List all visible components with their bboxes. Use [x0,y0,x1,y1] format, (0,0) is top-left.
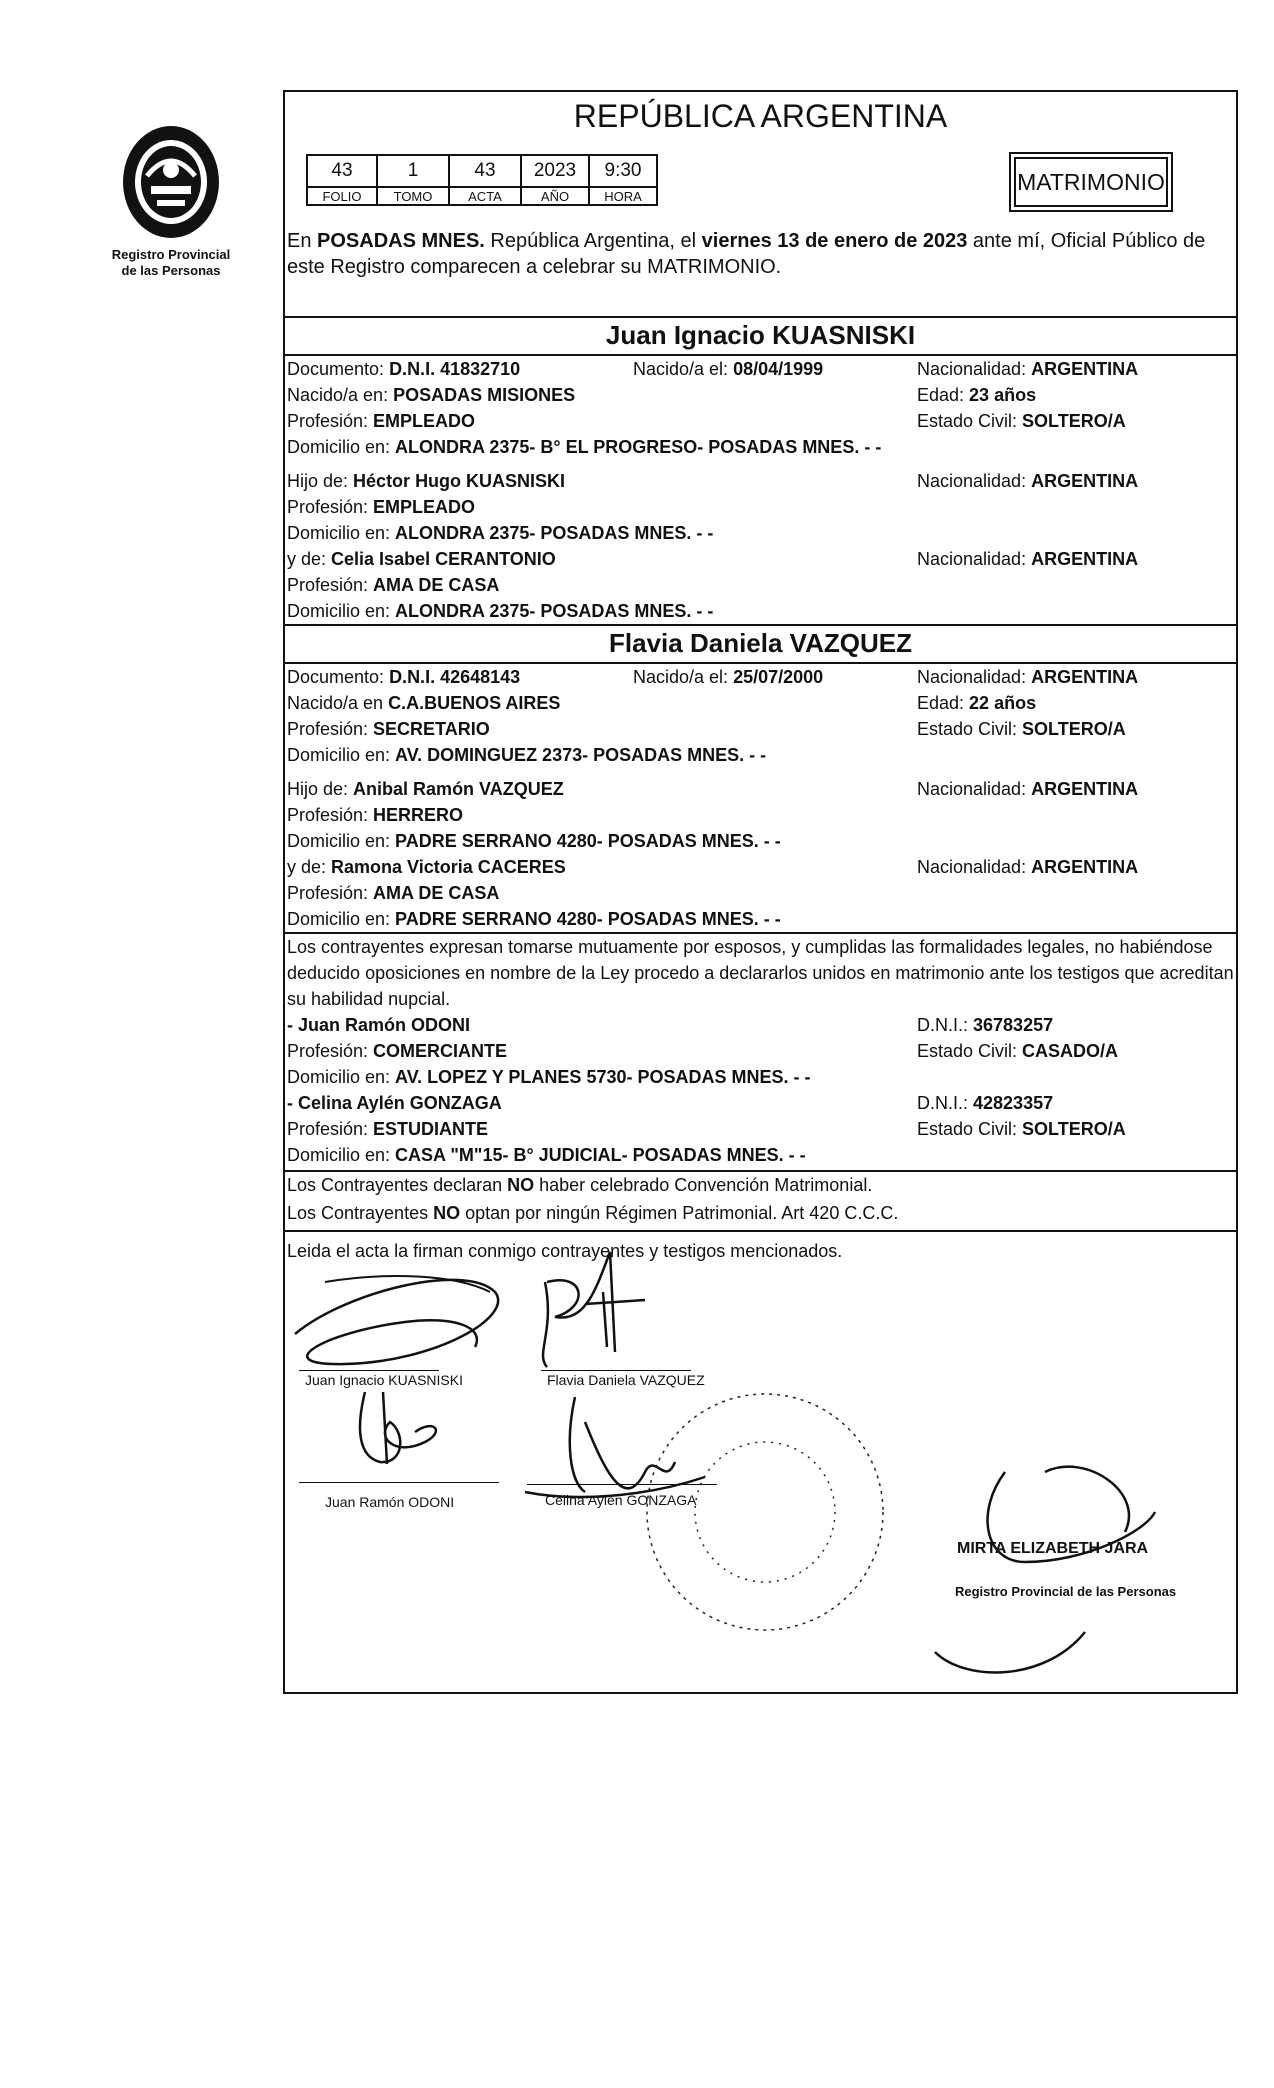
spouse2-mother: y de: Ramona Victoria CACERES Nacionalidad: ARGENTINA [287,857,1139,877]
witness2-prof-row: Profesión: ESTUDIANTE Estado Civil: SOLTERO/A [287,1119,1126,1139]
spouse2-row-addr: Domicilio en: AV. DOMINGUEZ 2373- POSADAS MNES. - - [287,745,767,765]
acta-value: 43 [449,155,521,187]
hora-label: HORA [589,187,657,205]
signature-label-witness1: Juan Ramón ODONI [325,1494,455,1510]
logo-caption-1: Registro Provincial [111,247,231,262]
witness2-addr-row: Domicilio en: CASA "M"15- B° JUDICIAL- POSADAS MNES. - - [287,1145,806,1165]
folio-value: 43 [307,155,377,187]
spouse2-father-prof: Profesión: HERRERO [287,805,464,825]
intro-paragraph: En POSADAS MNES. República Argentina, el viernes 13 de enero de 2023 ante mí, Oficial Público de este Registro comparecen a celebrar su MATRIMONIO. [287,230,1206,278]
spouse1-mother: y de: Celia Isabel CERANTONIO Nacionalidad: ARGENTINA [287,549,1139,569]
signature-label-spouse1: Juan Ignacio KUASNISKI [305,1372,463,1388]
closing-text: Leida el acta la firman conmigo contrayentes y testigos mencionados. [287,1241,843,1261]
divider [285,1230,1236,1232]
spouse1-row-prof: Profesión: EMPLEADO Estado Civil: SOLTERO/A [287,411,1126,431]
divider [285,624,1236,626]
official-title: Registro Provincial de las Personas [955,1584,1177,1599]
spouse2-father: Hijo de: Anibal Ramón VAZQUEZ Nacionalidad: ARGENTINA [287,779,1139,799]
coat-of-arms-icon [111,116,231,246]
witness1-name-row: - Juan Ramón ODONI D.N.I.: 36783257 [287,1015,1054,1035]
witness2-name-row: - Celina Aylén GONZAGA D.N.I.: 42823357 [287,1093,1054,1113]
registry-logo [96,116,246,278]
spouse2-mother-addr: Domicilio en: PADRE SERRANO 4280- POSADAS MNES. - - [287,909,781,929]
spouse1-father: Hijo de: Héctor Hugo KUASNISKI Nacionalidad: ARGENTINA [287,471,1139,491]
ano-value: 2023 [521,155,589,187]
signature-line [299,1482,499,1483]
witness1-prof-row: Profesión: COMERCIANTE Estado Civil: CASADO/A [287,1041,1119,1061]
hora-value: 9:30 [589,155,657,187]
spouse1-mother-addr: Domicilio en: ALONDRA 2375- POSADAS MNES. - - [287,601,714,621]
signature-line [299,1370,439,1371]
tomo-value: 1 [377,155,449,187]
ano-label: AÑO [521,187,589,205]
signature-label-spouse2: Flavia Daniela VAZQUEZ [547,1372,705,1388]
spouse2-row-doc: Documento: D.N.I. 42648143 Nacido/a el: 25/07/2000 Nacionalidad: ARGENTINA [287,667,1139,687]
certificate-frame [283,90,1238,1694]
record-type-badge: MATRIMONIO [1009,152,1173,212]
spouse1-row-addr: Domicilio en: ALONDRA 2375- B° EL PROGRESO- POSADAS MNES. - - [287,437,882,457]
tomo-label: TOMO [377,187,449,205]
divider [285,316,1236,318]
spouse1-mother-prof: Profesión: AMA DE CASA [287,575,500,595]
signature-line [541,1370,691,1371]
declaration-paragraph: Los contrayentes expresan tomarse mutuamente por esposos, y cumplidas las formalidades legales, no habiéndose deducido oposiciones en nombre de la Ley procedo a declararlos unidos en matrimonio ante los testigos que acreditan su habilidad nupcial. [287,937,1234,1009]
spouse1-father-prof: Profesión: EMPLEADO [287,497,476,517]
spouse1-row-born: Nacido/a en: POSADAS MISIONES Edad: 23 años [287,385,1037,405]
regime-row: Los Contrayentes NO optan por ningún Régimen Patrimonial. Art 420 C.C.C. [287,1203,899,1223]
spouse2-name: Flavia Daniela VAZQUEZ [609,628,912,658]
spouse2-row-prof: Profesión: SECRETARIO Estado Civil: SOLTERO/A [287,719,1126,739]
registry-table [306,154,658,206]
spouse2-father-addr: Domicilio en: PADRE SERRANO 4280- POSADAS MNES. - - [287,831,781,851]
folio-label: FOLIO [307,187,377,205]
signature-line [527,1484,717,1485]
spouse2-row-born: Nacido/a en C.A.BUENOS AIRES Edad: 22 años [287,693,1037,713]
signature-label-witness2: Celina Aylén GONZAGA [545,1492,697,1508]
spouse1-father-addr: Domicilio en: ALONDRA 2375- POSADAS MNES. - - [287,523,714,543]
acta-label: ACTA [449,187,521,205]
page-title: REPÚBLICA ARGENTINA [573,98,948,134]
convention-row: Los Contrayentes declaran NO haber celebrado Convención Matrimonial. [287,1175,873,1195]
witness1-addr-row: Domicilio en: AV. LOPEZ Y PLANES 5730- POSADAS MNES. - - [287,1067,811,1087]
spouse2-mother-prof: Profesión: AMA DE CASA [287,883,500,903]
spouse1-name: Juan Ignacio KUASNISKI [605,320,916,350]
official-name: MIRTA ELIZABETH JARA [957,1540,1149,1557]
logo-caption-2: de las Personas [121,263,221,278]
spouse1-row-doc: Documento: D.N.I. 41832710 Nacido/a el: 08/04/1999 Nacionalidad: ARGENTINA [287,359,1139,379]
